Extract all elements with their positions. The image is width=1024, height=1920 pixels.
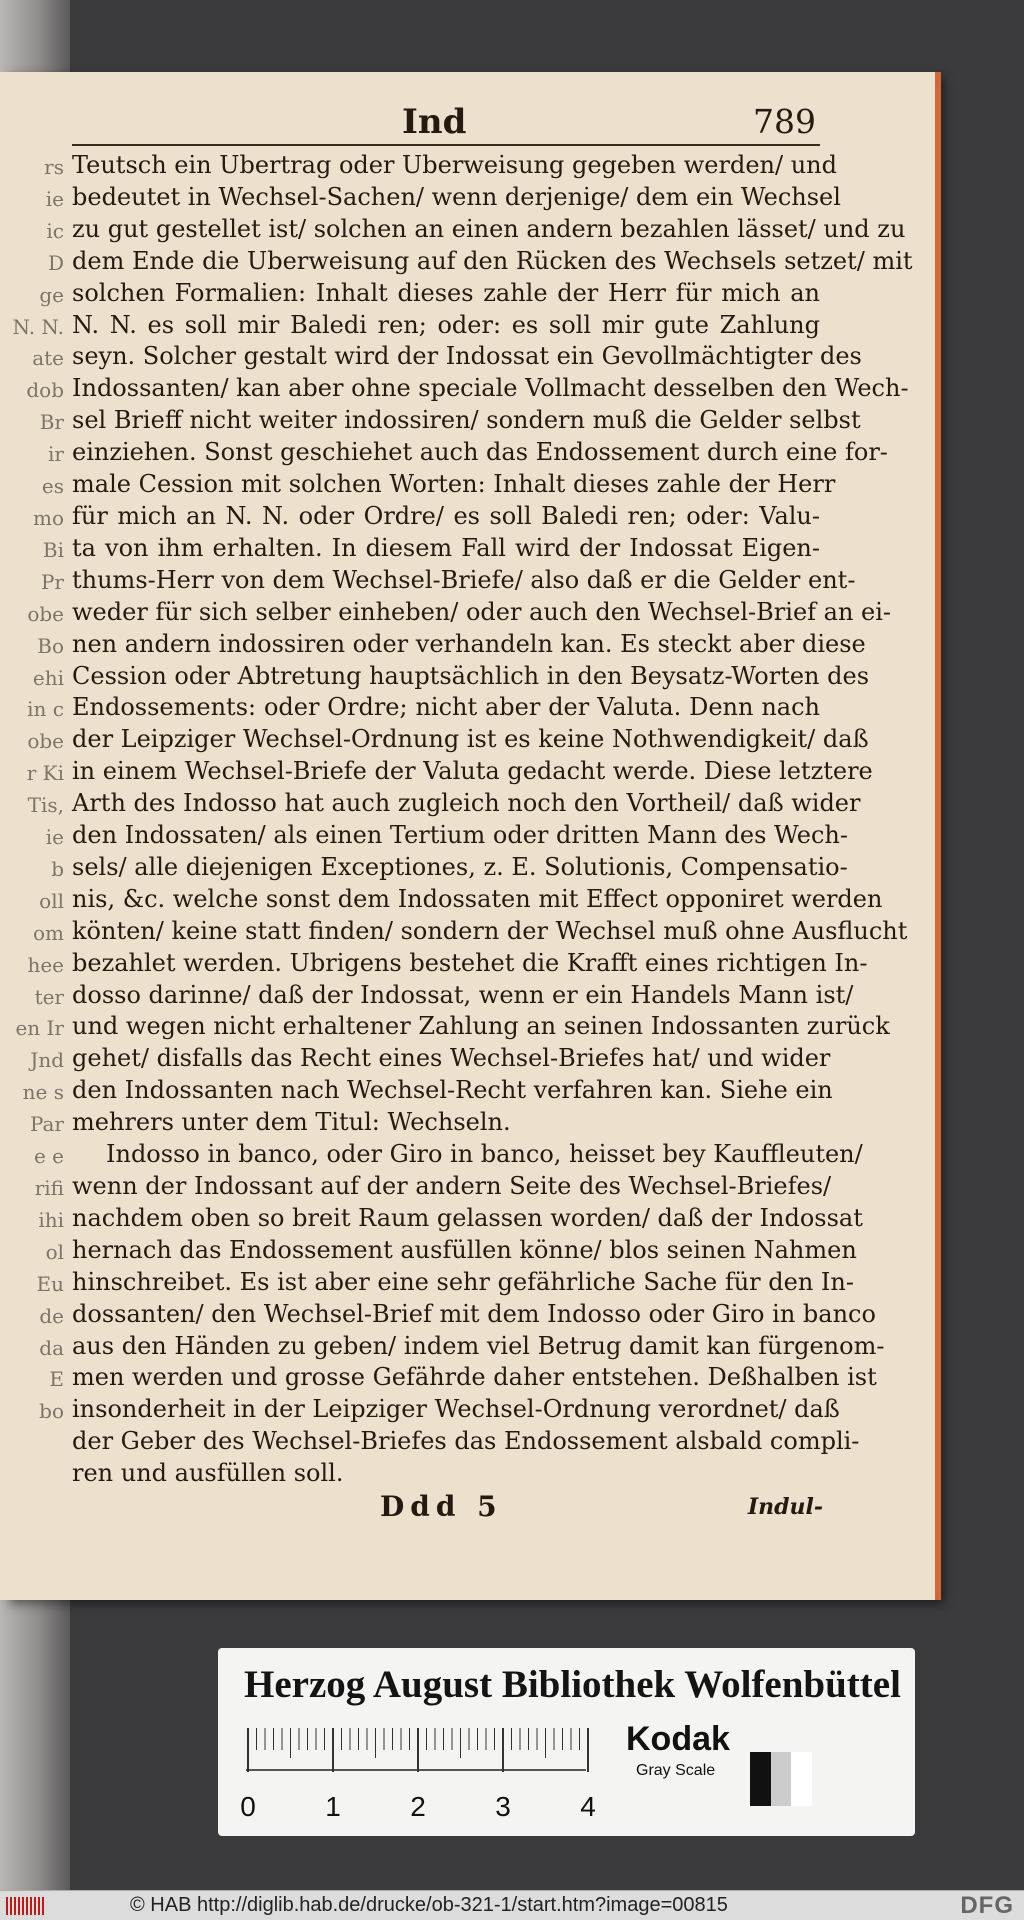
bleed-fragment: de <box>39 1303 64 1328</box>
bleed-fragment: ter <box>34 984 64 1009</box>
bleed-fragment: r Ki <box>26 761 64 786</box>
bleed-fragment: dob <box>26 378 64 403</box>
bleed-fragment: ie <box>45 825 64 850</box>
text-line: einziehen. Sonst geschiehet auch das Endossement durch eine for- <box>72 438 888 467</box>
bleed-fragment: es <box>41 474 64 499</box>
text-line: der Geber des Wechsel-Briefes das Endossement alsbald compli- <box>72 1427 860 1456</box>
text-line: seyn. Solcher gestalt wird der Indossat ein Gevollmächtigter des <box>72 342 862 371</box>
text-line: bedeutet in Wechsel-Sachen/ wenn derjenige/ dem ein Wechsel <box>72 182 841 211</box>
bleed-fragment: e e <box>33 1144 64 1169</box>
bleed-fragment: om <box>32 920 64 945</box>
bleed-fragment: b <box>51 856 64 881</box>
bleed-fragment: N. N. <box>12 314 64 339</box>
text-line: und wegen nicht erhaltener Zahlung an seinen Indossanten zurück <box>72 1012 890 1041</box>
bleed-through-margin <box>0 152 68 1572</box>
text-line: solchen Formalien: Inhalt dieses zahle der Herr für mich an <box>72 278 820 307</box>
text-line: insonderheit in der Leipziger Wechsel-Ordnung verordnet/ daß <box>72 1395 840 1424</box>
ruler-number: 2 <box>410 1791 426 1822</box>
text-line: mehrers unter dem Titul: Wechseln. <box>72 1108 511 1137</box>
bleed-fragment: ate <box>32 346 64 371</box>
color-target-card <box>218 1648 915 1836</box>
text-line: den Indossaten/ als einen Tertium oder dritten Mann des Wech- <box>72 821 848 850</box>
kodak-logo: Kodak <box>626 1720 730 1758</box>
bleed-fragment: ihi <box>38 1207 64 1232</box>
bleed-fragment: en Ir <box>15 1016 64 1041</box>
text-line: für mich an N. N. oder Ordre/ es soll Baledi ren; oder: Valu- <box>72 501 820 530</box>
barcode-icon <box>6 1897 46 1915</box>
kodak-gray-scale-label: Gray Scale <box>636 1762 716 1779</box>
text-line: Indossanten/ kan aber ohne speciale Vollmacht desselben den Wech- <box>72 374 909 403</box>
bleed-fragment: ol <box>45 1239 64 1264</box>
text-line: thums-Herr von dem Wechsel-Briefe/ also daß er die Gelder ent- <box>72 565 856 594</box>
library-name: Herzog August Bibliothek Wolfenbüttel <box>244 1663 901 1706</box>
ruler-number: 0 <box>240 1791 256 1822</box>
page-header <box>72 100 820 146</box>
bleed-fragment: mo <box>32 505 64 530</box>
text-line: sel Brieff nicht weiter indossiren/ sondern muß die Gelder selbst <box>72 406 861 435</box>
bleed-fragment: Par <box>29 1112 64 1137</box>
text-line: men werden und grosse Gefährde daher entstehen. Deßhalben ist <box>72 1363 877 1392</box>
text-line: Arth des Indosso hat auch zugleich noch den Vortheil/ daß wider <box>72 789 861 818</box>
bleed-fragment: hee <box>27 952 64 977</box>
bleed-fragment: obe <box>27 729 64 754</box>
text-line: dem Ende die Uberweisung auf den Rücken des Wechsels setzet/ mit <box>72 246 913 275</box>
text-line: wenn der Indossant auf der andern Seite des Wechsel-Briefes/ <box>72 1172 832 1200</box>
bleed-fragment: bo <box>39 1399 64 1424</box>
signature-mark: Ddd 5 <box>380 1490 503 1523</box>
text-line: sels/ alle diejenigen Exceptiones, z. E. Solutionis, Compensatio- <box>72 852 848 881</box>
bleed-fragment: D <box>47 250 64 275</box>
text-line: der Leipziger Wechsel-Ordnung ist es keine Nothwendigkeit/ daß <box>72 725 869 754</box>
text-line: in einem Wechsel-Briefe der Valuta gedacht werde. Diese letztere <box>72 757 873 786</box>
bleed-fragment: ie <box>45 186 64 211</box>
source-url-text[interactable]: © HAB http://diglib.hab.de/drucke/ob-321-1/start.htm?image=00815 <box>130 1894 728 1916</box>
running-head: Ind <box>402 102 467 142</box>
text-line: hernach das Endossement ausfüllen könne/ blos seinen Nahmen <box>72 1235 857 1264</box>
text-line: aus den Händen zu geben/ indem viel Betrug damit kan fürgenom- <box>72 1331 885 1360</box>
bleed-fragment: Pr <box>40 569 64 594</box>
scale-ruler <box>240 1724 606 1824</box>
text-line: nen andern indossiren oder verhandeln kan. Es steckt aber diese <box>72 629 866 658</box>
body-text <box>72 150 913 1490</box>
bleed-fragment: oll <box>39 888 64 913</box>
text-line: den Indossanten nach Wechsel-Recht verfahren kan. Siehe ein <box>72 1076 833 1105</box>
book-page <box>0 72 935 1600</box>
ruler-number: 1 <box>325 1791 341 1822</box>
bleed-fragment: Jnd <box>30 1048 64 1073</box>
text-line: bezahlet werden. Ubrigens bestehet die Krafft eines richtigen In- <box>72 948 868 977</box>
bleed-fragment: Tis, <box>27 793 64 818</box>
text-line: ren und ausfüllen soll. <box>72 1459 344 1488</box>
bleed-fragment: Br <box>39 410 64 435</box>
text-line: Cession oder Abtretung hauptsächlich in den Beysatz-Worten des <box>72 661 870 690</box>
bleed-fragment: obe <box>27 601 64 626</box>
dfg-logo: DFG <box>960 1892 1014 1919</box>
ruler-number: 4 <box>580 1791 596 1822</box>
text-line: N. N. es soll mir Baledi ren; oder: es soll mir gute Zahlung <box>72 310 820 339</box>
text-line: ta von ihm erhalten. In diesem Fall wird der Indossat Eigen- <box>72 533 820 562</box>
bleed-fragment: in c <box>27 697 64 722</box>
bleed-fragment: Eu <box>36 1271 64 1296</box>
ruler-number: 3 <box>495 1791 511 1822</box>
text-line: Endossements: oder Ordre; nicht aber der Valuta. Denn nach <box>72 693 820 722</box>
bleed-fragment: ir <box>48 442 64 467</box>
text-line: weder für sich selber einheben/ oder auch den Wechsel-Brief an ei- <box>72 597 892 626</box>
text-line: nis, &c. welche sonst dem Indossaten mit Effect opponiret werden <box>72 884 883 913</box>
bleed-fragment: E <box>49 1367 64 1392</box>
bleed-fragment: ehi <box>32 665 64 690</box>
bleed-fragment: rifi <box>34 1176 64 1200</box>
text-line: dossanten/ den Wechsel-Brief mit dem Indosso oder Giro in banco <box>72 1299 876 1328</box>
text-line: Teutsch ein Ubertrag oder Uberweisung gegeben werden/ und <box>72 151 837 179</box>
bleed-fragment: Bi <box>42 537 64 562</box>
text-line: male Cession mit solchen Worten: Inhalt dieses zahle der Herr <box>72 470 836 499</box>
text-line: gehet/ disfalls das Recht eines Wechsel-Briefes hat/ und wider <box>72 1044 831 1073</box>
page-number: 789 <box>753 102 816 141</box>
bleed-fragment: Bo <box>37 633 64 658</box>
text-line: dosso darinne/ daß der Indossat, wenn er ein Handels Mann ist/ <box>72 980 854 1009</box>
text-line: könten/ keine statt finden/ sondern der Wechsel muß ohne Ausflucht <box>72 916 908 945</box>
text-line: nachdem oben so breit Raum gelassen worden/ daß der Indossat <box>72 1203 863 1232</box>
text-line: hinschreibet. Es ist aber eine sehr gefährliche Sache für den In- <box>72 1267 854 1296</box>
gray-scale-patch <box>750 1752 812 1806</box>
text-line: Indosso in banco, oder Giro in banco, heisset bey Kauffleuten/ <box>106 1140 863 1169</box>
catchword: Indul- <box>747 1494 823 1520</box>
bleed-fragment: rs <box>44 155 64 179</box>
footer-bar <box>0 1890 1024 1920</box>
bleed-fragment: ne s <box>22 1080 64 1105</box>
bleed-fragment: da <box>39 1335 64 1360</box>
bleed-fragment: ic <box>46 218 64 243</box>
text-line: zu gut gestellet ist/ solchen an einen andern bezahlen lässet/ und zu <box>72 214 906 243</box>
bleed-fragment: ge <box>39 282 64 307</box>
